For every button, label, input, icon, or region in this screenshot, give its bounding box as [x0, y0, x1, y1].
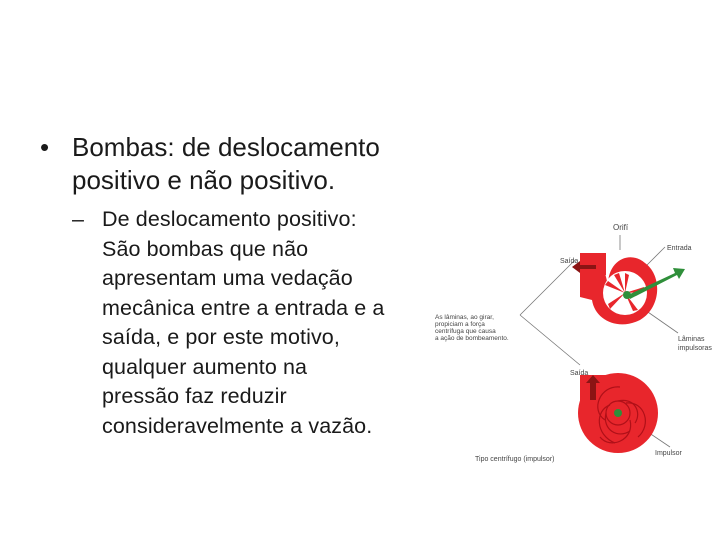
label-blades-1: Lâminas — [678, 336, 705, 343]
bottom-pump — [578, 373, 658, 453]
sub-line: apresentam uma vedação — [102, 266, 353, 290]
label-annotation-4: a ação de bombeamento. — [435, 335, 509, 342]
label-impeller: Impulsor — [655, 450, 682, 457]
bullet-main-line-1: Bombas: de deslocamento — [72, 132, 380, 162]
dash-symbol: – — [72, 207, 85, 231]
pump-diagram — [430, 215, 720, 470]
sub-line: consideravelmente a vazão. — [102, 413, 373, 438]
bullet-main — [40, 131, 440, 197]
pump-figure — [430, 215, 720, 470]
top-pump — [572, 253, 685, 324]
label-caption: Tipo centrífugo (impulsor) — [475, 456, 555, 463]
label-outlet-bottom: Saída — [570, 370, 589, 377]
label-orifice: Orifí — [613, 223, 629, 232]
sub-line: pressão faz reduzir — [102, 384, 287, 408]
bullet-list — [40, 131, 440, 441]
bullet-main-line-2: positivo e não positivo. — [72, 165, 336, 195]
sub-line: De deslocamento positivo: — [102, 207, 357, 231]
sub-line: qualquer aumento na — [102, 354, 308, 379]
label-inlet: Entrada — [667, 245, 692, 252]
label-annotation-2: propiciam a força — [435, 321, 485, 328]
label-outlet-top: Saída — [560, 258, 579, 265]
sub-line: São bombas que não — [102, 236, 309, 261]
sub-bullet — [72, 205, 440, 441]
sub-line: saída, e por este motivo, — [102, 325, 340, 349]
label-blades-2: impulsoras — [678, 345, 712, 352]
bullet-symbol: • — [40, 132, 50, 162]
label-annotation-1: As lâminas, ao girar, — [435, 314, 494, 321]
sub-line: mecânica entre a entrada e a — [102, 295, 385, 320]
label-annotation-3: centrífuga que causa — [435, 328, 496, 335]
